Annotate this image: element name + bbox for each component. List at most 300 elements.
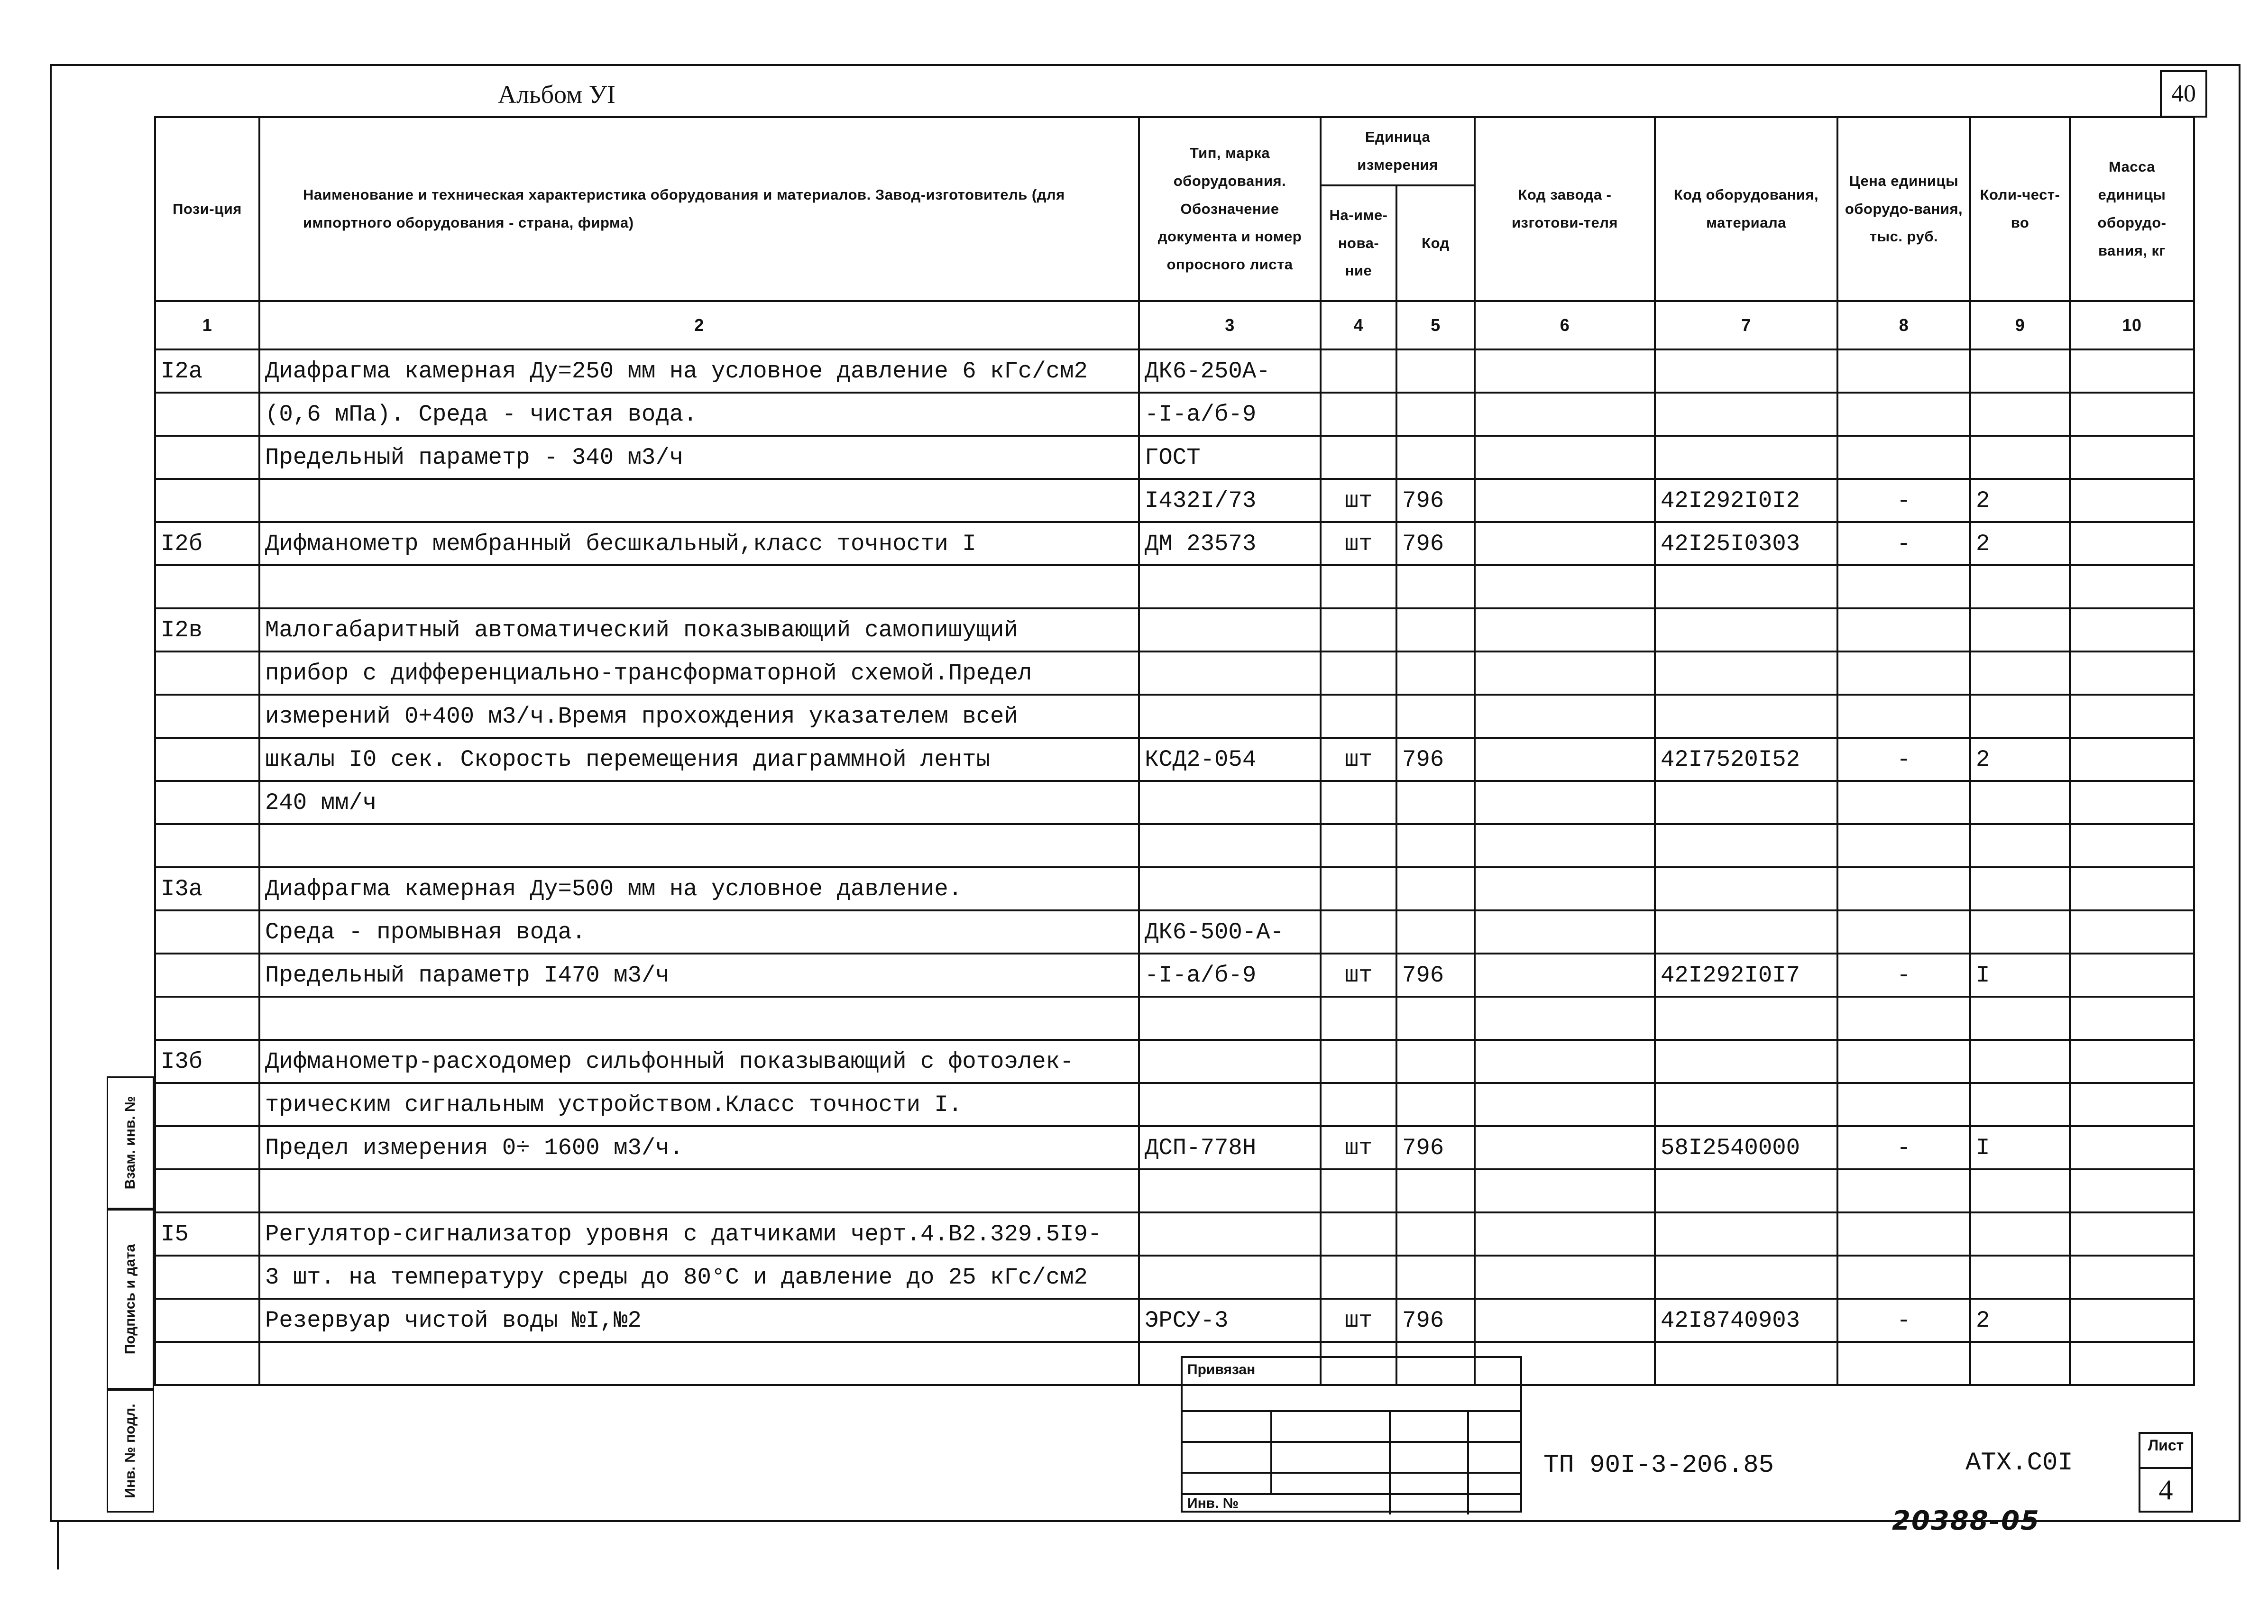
cell-equipment-code <box>1655 695 1837 738</box>
cell-quantity <box>1970 349 2070 393</box>
table-row <box>155 1083 2194 1126</box>
cell-price: - <box>1837 479 1970 522</box>
cell-price <box>1837 695 1970 738</box>
cell-price <box>1837 349 1970 393</box>
cell-mass <box>2070 565 2194 608</box>
cell-mass <box>2070 695 2194 738</box>
cell-price <box>1837 824 1970 867</box>
cell-name: (0,6 мПа). Среда - чистая вода. <box>259 393 1139 436</box>
cell-unit-code <box>1396 1212 1475 1256</box>
cell-name: Диафрагма камерная Ду=500 мм на условное давление. <box>259 867 1139 910</box>
cell-position: I2б <box>155 522 259 565</box>
cell-equipment-code <box>1655 349 1837 393</box>
cell-unit-code: 796 <box>1396 479 1475 522</box>
cell-plant-code <box>1475 824 1655 867</box>
cell-name: Малогабаритный автоматический показывающий самопишущий <box>259 608 1139 651</box>
table-row <box>155 522 2194 565</box>
cell-type <box>1139 695 1321 738</box>
cell-plant-code <box>1475 1126 1655 1169</box>
approval-stamp <box>107 1076 154 1513</box>
cell-plant-code <box>1475 1040 1655 1083</box>
cell-quantity <box>1970 651 2070 695</box>
cell-plant-code <box>1475 781 1655 824</box>
cell-equipment-code <box>1655 910 1837 954</box>
cell-unit-code <box>1396 695 1475 738</box>
cell-price: - <box>1837 1299 1970 1342</box>
cell-quantity: 2 <box>1970 522 2070 565</box>
cell-price <box>1837 1083 1970 1126</box>
cell-equipment-code <box>1655 1256 1837 1299</box>
cell-name: шкалы I0 сек. Скорость перемещения диаграммной ленты <box>259 738 1139 781</box>
cell-equipment-code: 42I7520I52 <box>1655 738 1837 781</box>
cell-mass <box>2070 349 2194 393</box>
table-row <box>155 824 2194 867</box>
cell-unit-name <box>1321 651 1396 695</box>
cell-type <box>1139 608 1321 651</box>
cell-equipment-code <box>1655 867 1837 910</box>
cell-type: ЭРСУ-3 <box>1139 1299 1321 1342</box>
table-row <box>155 651 2194 695</box>
table-row <box>155 1040 2194 1083</box>
cell-equipment-code: 42I25I0303 <box>1655 522 1837 565</box>
table-row <box>155 954 2194 997</box>
stamp-label: Инв. № подл. <box>122 1404 138 1498</box>
cell-plant-code <box>1475 393 1655 436</box>
col-number: 10 <box>2070 301 2194 349</box>
cell-unit-code: 796 <box>1396 954 1475 997</box>
cell-quantity <box>1970 1342 2070 1385</box>
table-row <box>155 1126 2194 1169</box>
col-number: 8 <box>1837 301 1970 349</box>
table-row <box>155 867 2194 910</box>
cell-type <box>1139 997 1321 1040</box>
cell-price <box>1837 1040 1970 1083</box>
cell-type <box>1139 1256 1321 1299</box>
cell-position <box>155 479 259 522</box>
cell-position: I2а <box>155 349 259 393</box>
cell-unit-name <box>1321 824 1396 867</box>
cell-unit-name <box>1321 867 1396 910</box>
cell-equipment-code <box>1655 1212 1837 1256</box>
binding-line <box>1183 1410 1520 1412</box>
cell-mass <box>2070 910 2194 954</box>
table-row <box>155 1169 2194 1212</box>
cell-position <box>155 1126 259 1169</box>
cell-equipment-code: 42I292I0I7 <box>1655 954 1837 997</box>
cell-plant-code <box>1475 867 1655 910</box>
binding-line <box>1467 1410 1469 1514</box>
cell-name: 3 шт. на температуру среды до 80°С и давление до 25 кГс/см2 <box>259 1256 1139 1299</box>
cell-plant-code <box>1475 608 1655 651</box>
cell-price <box>1837 651 1970 695</box>
cell-unit-name: шт <box>1321 954 1396 997</box>
cell-unit-code: 796 <box>1396 1299 1475 1342</box>
col-number: 5 <box>1396 301 1475 349</box>
col-header-quantity: Коли-чест-во <box>1970 117 2070 301</box>
cell-plant-code <box>1475 1083 1655 1126</box>
cell-quantity: 2 <box>1970 738 2070 781</box>
cell-price <box>1837 1342 1970 1385</box>
cell-type: ГОСТ <box>1139 436 1321 479</box>
cell-type: I432I/73 <box>1139 479 1321 522</box>
specification-table <box>154 116 2195 1386</box>
stamp-label: Взам. инв. № <box>122 1096 138 1190</box>
header-row <box>155 117 2194 185</box>
cell-quantity: 2 <box>1970 1299 2070 1342</box>
cell-price <box>1837 608 1970 651</box>
cell-position <box>155 910 259 954</box>
binding-line <box>1183 1493 1520 1495</box>
page-number: 40 <box>2160 70 2207 118</box>
cell-type <box>1139 1169 1321 1212</box>
cell-unit-name: шт <box>1321 1126 1396 1169</box>
cell-quantity <box>1970 1040 2070 1083</box>
cell-type <box>1139 867 1321 910</box>
cell-position <box>155 695 259 738</box>
document-mark: АТХ.С0I <box>1965 1449 2073 1477</box>
cell-mass <box>2070 997 2194 1040</box>
cell-type <box>1139 781 1321 824</box>
cell-name: Предельный параметр - 340 м3/ч <box>259 436 1139 479</box>
cell-unit-name <box>1321 565 1396 608</box>
cell-plant-code <box>1475 954 1655 997</box>
cell-equipment-code <box>1655 824 1837 867</box>
cell-position <box>155 393 259 436</box>
cell-price: - <box>1837 1126 1970 1169</box>
cell-position <box>155 1256 259 1299</box>
col-number: 3 <box>1139 301 1321 349</box>
cell-type <box>1139 824 1321 867</box>
cell-unit-name <box>1321 997 1396 1040</box>
cell-price <box>1837 1212 1970 1256</box>
table-row <box>155 608 2194 651</box>
col-number: 6 <box>1475 301 1655 349</box>
cell-plant-code <box>1475 522 1655 565</box>
cell-plant-code <box>1475 910 1655 954</box>
cell-type: -I-а/б-9 <box>1139 393 1321 436</box>
cell-mass <box>2070 1299 2194 1342</box>
cell-unit-name <box>1321 349 1396 393</box>
cell-unit-code <box>1396 436 1475 479</box>
cell-name: измерений 0+400 м3/ч.Время прохождения указателем всей <box>259 695 1139 738</box>
cell-type: ДК6-500-А- <box>1139 910 1321 954</box>
cell-type: ДМ 23573 <box>1139 522 1321 565</box>
cell-quantity <box>1970 608 2070 651</box>
cell-name <box>259 479 1139 522</box>
cell-position <box>155 738 259 781</box>
cell-position <box>155 781 259 824</box>
col-header-unit: Единица измерения <box>1321 117 1475 185</box>
cell-equipment-code <box>1655 1169 1837 1212</box>
cell-equipment-code <box>1655 651 1837 695</box>
cell-name: Резервуар чистой воды №I,№2 <box>259 1299 1139 1342</box>
col-header-name: Наименование и техническая характеристика оборудования и материалов. Завод-изготовитель (для импортного оборудования - страна, фирма) <box>259 117 1139 301</box>
cell-unit-code <box>1396 1040 1475 1083</box>
cell-unit-code <box>1396 651 1475 695</box>
cell-mass <box>2070 1040 2194 1083</box>
cell-unit-name <box>1321 1040 1396 1083</box>
cell-unit-code <box>1396 867 1475 910</box>
col-header-equipment-code: Код оборудования, материала <box>1655 117 1837 301</box>
cell-plant-code <box>1475 1256 1655 1299</box>
col-number: 9 <box>1970 301 2070 349</box>
cell-plant-code <box>1475 1169 1655 1212</box>
table-row <box>155 565 2194 608</box>
cell-quantity <box>1970 781 2070 824</box>
cell-price: - <box>1837 522 1970 565</box>
cell-mass <box>2070 738 2194 781</box>
cell-price <box>1837 1256 1970 1299</box>
cell-unit-name <box>1321 608 1396 651</box>
cell-mass <box>2070 867 2194 910</box>
cell-unit-name <box>1321 1083 1396 1126</box>
cell-unit-code <box>1396 997 1475 1040</box>
cell-quantity <box>1970 1169 2070 1212</box>
cell-position <box>155 1083 259 1126</box>
table-row <box>155 910 2194 954</box>
cell-quantity <box>1970 824 2070 867</box>
col-number: 1 <box>155 301 259 349</box>
table-row <box>155 436 2194 479</box>
cell-name <box>259 997 1139 1040</box>
cell-unit-name: шт <box>1321 479 1396 522</box>
album-label: Альбом УI <box>498 80 615 109</box>
cell-unit-code <box>1396 1083 1475 1126</box>
cell-name: Регулятор-сигнализатор уровня с датчиками черт.4.В2.329.5I9- <box>259 1212 1139 1256</box>
cell-position: I3б <box>155 1040 259 1083</box>
cell-unit-name <box>1321 436 1396 479</box>
cell-unit-code <box>1396 393 1475 436</box>
table-row <box>155 997 2194 1040</box>
cell-quantity <box>1970 565 2070 608</box>
cell-plant-code <box>1475 738 1655 781</box>
col-header-price: Цена единицы оборудо-вания, тыс. руб. <box>1837 117 1970 301</box>
table-row <box>155 781 2194 824</box>
cell-price <box>1837 781 1970 824</box>
cell-position <box>155 954 259 997</box>
cell-unit-name <box>1321 1212 1396 1256</box>
col-header-mass: Масса единицы оборудо-вания, кг <box>2070 117 2194 301</box>
cell-equipment-code <box>1655 1083 1837 1126</box>
binding-line <box>1183 1472 1520 1474</box>
handwritten-note: 20388-05 <box>1892 1505 2040 1536</box>
cell-equipment-code <box>1655 997 1837 1040</box>
cell-type <box>1139 565 1321 608</box>
cell-unit-name <box>1321 781 1396 824</box>
cell-unit-name <box>1321 1256 1396 1299</box>
cell-equipment-code: 42I292I0I2 <box>1655 479 1837 522</box>
cell-equipment-code <box>1655 608 1837 651</box>
table-row <box>155 349 2194 393</box>
cell-name: Дифманометр-расходомер сильфонный показывающий с фотоэлек- <box>259 1040 1139 1083</box>
cell-quantity: I <box>1970 954 2070 997</box>
cell-mass <box>2070 1212 2194 1256</box>
col-header-type: Тип, марка оборудования. Обозначение документа и номер опросного листа <box>1139 117 1321 301</box>
cell-equipment-code <box>1655 565 1837 608</box>
cell-position <box>155 1169 259 1212</box>
cell-mass <box>2070 954 2194 997</box>
cell-plant-code <box>1475 997 1655 1040</box>
cell-quantity <box>1970 695 2070 738</box>
cell-name <box>259 1169 1139 1212</box>
cell-quantity <box>1970 910 2070 954</box>
cell-unit-code <box>1396 349 1475 393</box>
binding-line <box>1389 1410 1391 1514</box>
cell-unit-code <box>1396 781 1475 824</box>
cell-unit-name <box>1321 393 1396 436</box>
stamp-label: Подпись и дата <box>122 1244 138 1355</box>
cell-quantity <box>1970 997 2070 1040</box>
cell-quantity <box>1970 1256 2070 1299</box>
cell-price: - <box>1837 738 1970 781</box>
table-row <box>155 695 2194 738</box>
cell-price <box>1837 1169 1970 1212</box>
col-header-plant-code: Код завода - изготови-теля <box>1475 117 1655 301</box>
col-header-unit-code: Код <box>1396 185 1475 301</box>
cell-equipment-code <box>1655 1342 1837 1385</box>
cell-price <box>1837 565 1970 608</box>
cell-quantity <box>1970 1083 2070 1126</box>
cell-position: I5 <box>155 1212 259 1256</box>
cell-quantity <box>1970 1212 2070 1256</box>
cell-type: ДК6-250А- <box>1139 349 1321 393</box>
cell-plant-code <box>1475 1212 1655 1256</box>
inv-label: Инв. № <box>1187 1496 1239 1511</box>
bound-label: Привязан <box>1187 1362 1256 1377</box>
cell-position <box>155 436 259 479</box>
cell-unit-code <box>1396 1169 1475 1212</box>
binding-block <box>1181 1356 1522 1513</box>
cell-mass <box>2070 651 2194 695</box>
cell-plant-code <box>1475 565 1655 608</box>
cell-price <box>1837 910 1970 954</box>
cell-price <box>1837 436 1970 479</box>
sheet-box <box>2139 1432 2193 1513</box>
cell-name <box>259 1342 1139 1385</box>
cell-name: 240 мм/ч <box>259 781 1139 824</box>
cell-unit-code <box>1396 1256 1475 1299</box>
cell-mass <box>2070 479 2194 522</box>
cell-position <box>155 997 259 1040</box>
cell-position <box>155 824 259 867</box>
cell-type: -I-а/б-9 <box>1139 954 1321 997</box>
cell-price <box>1837 867 1970 910</box>
cell-type <box>1139 1212 1321 1256</box>
col-number: 7 <box>1655 301 1837 349</box>
cell-equipment-code <box>1655 393 1837 436</box>
cell-equipment-code: 42I8740903 <box>1655 1299 1837 1342</box>
cell-price: - <box>1837 954 1970 997</box>
cell-name: Диафрагма камерная Ду=250 мм на условное давление 6 кГс/см2 <box>259 349 1139 393</box>
cell-name: Дифманометр мембранный бесшкальный,класс точности I <box>259 522 1139 565</box>
col-header-unit-name: На-име-нова-ние <box>1321 185 1396 301</box>
cell-position: I2в <box>155 608 259 651</box>
cell-price <box>1837 393 1970 436</box>
cell-unit-name: шт <box>1321 1299 1396 1342</box>
cell-quantity <box>1970 393 2070 436</box>
cell-mass <box>2070 1256 2194 1299</box>
cell-name <box>259 824 1139 867</box>
cell-position <box>155 1299 259 1342</box>
cell-type <box>1139 1083 1321 1126</box>
cell-quantity: 2 <box>1970 479 2070 522</box>
binding-line <box>1183 1441 1520 1443</box>
cell-unit-name <box>1321 910 1396 954</box>
cell-plant-code <box>1475 479 1655 522</box>
cell-type: КСД2-054 <box>1139 738 1321 781</box>
col-number: 4 <box>1321 301 1396 349</box>
cell-position <box>155 651 259 695</box>
cell-mass <box>2070 522 2194 565</box>
cell-unit-code <box>1396 824 1475 867</box>
cell-unit-name <box>1321 695 1396 738</box>
stamp-cell-replace-inv <box>107 1076 154 1209</box>
stamp-cell-signature <box>107 1209 154 1389</box>
table-row <box>155 738 2194 781</box>
cell-name: Предел измерения 0÷ 1600 м3/ч. <box>259 1126 1139 1169</box>
document-code: ТП 90I-3-206.85 <box>1543 1451 1774 1480</box>
cell-mass <box>2070 1083 2194 1126</box>
cell-equipment-code: 58I2540000 <box>1655 1126 1837 1169</box>
cell-equipment-code <box>1655 781 1837 824</box>
cell-position <box>155 565 259 608</box>
cell-plant-code <box>1475 651 1655 695</box>
cell-mass <box>2070 1342 2194 1385</box>
cell-unit-name: шт <box>1321 522 1396 565</box>
cell-quantity: I <box>1970 1126 2070 1169</box>
cell-unit-name <box>1321 1169 1396 1212</box>
sheet-edge-mark <box>57 1522 59 1569</box>
table-row <box>155 1256 2194 1299</box>
table-row <box>155 1212 2194 1256</box>
cell-unit-name: шт <box>1321 738 1396 781</box>
cell-equipment-code <box>1655 1040 1837 1083</box>
col-number: 2 <box>259 301 1139 349</box>
cell-name: трическим сигнальным устройством.Класс точности I. <box>259 1083 1139 1126</box>
cell-type <box>1139 651 1321 695</box>
stamp-cell-original-inv <box>107 1389 154 1513</box>
cell-unit-code: 796 <box>1396 738 1475 781</box>
cell-name: прибор с дифференциально-трансформаторной схемой.Предел <box>259 651 1139 695</box>
cell-plant-code <box>1475 1299 1655 1342</box>
table-row <box>155 479 2194 522</box>
table-row <box>155 1342 2194 1385</box>
cell-mass <box>2070 393 2194 436</box>
cell-unit-code <box>1396 565 1475 608</box>
table-row <box>155 1299 2194 1342</box>
cell-mass <box>2070 608 2194 651</box>
table-row <box>155 393 2194 436</box>
cell-position: I3а <box>155 867 259 910</box>
cell-plant-code <box>1475 436 1655 479</box>
cell-unit-code <box>1396 910 1475 954</box>
cell-type <box>1139 1040 1321 1083</box>
cell-plant-code <box>1475 349 1655 393</box>
cell-mass <box>2070 436 2194 479</box>
sheet-number: 4 <box>2140 1467 2191 1506</box>
column-number-row <box>155 301 2194 349</box>
cell-unit-code <box>1396 608 1475 651</box>
cell-mass <box>2070 1169 2194 1212</box>
cell-plant-code <box>1475 695 1655 738</box>
cell-quantity <box>1970 436 2070 479</box>
cell-type: ДСП-778Н <box>1139 1126 1321 1169</box>
cell-unit-code: 796 <box>1396 1126 1475 1169</box>
cell-quantity <box>1970 867 2070 910</box>
cell-mass <box>2070 781 2194 824</box>
cell-name: Среда - промывная вода. <box>259 910 1139 954</box>
cell-position <box>155 1342 259 1385</box>
